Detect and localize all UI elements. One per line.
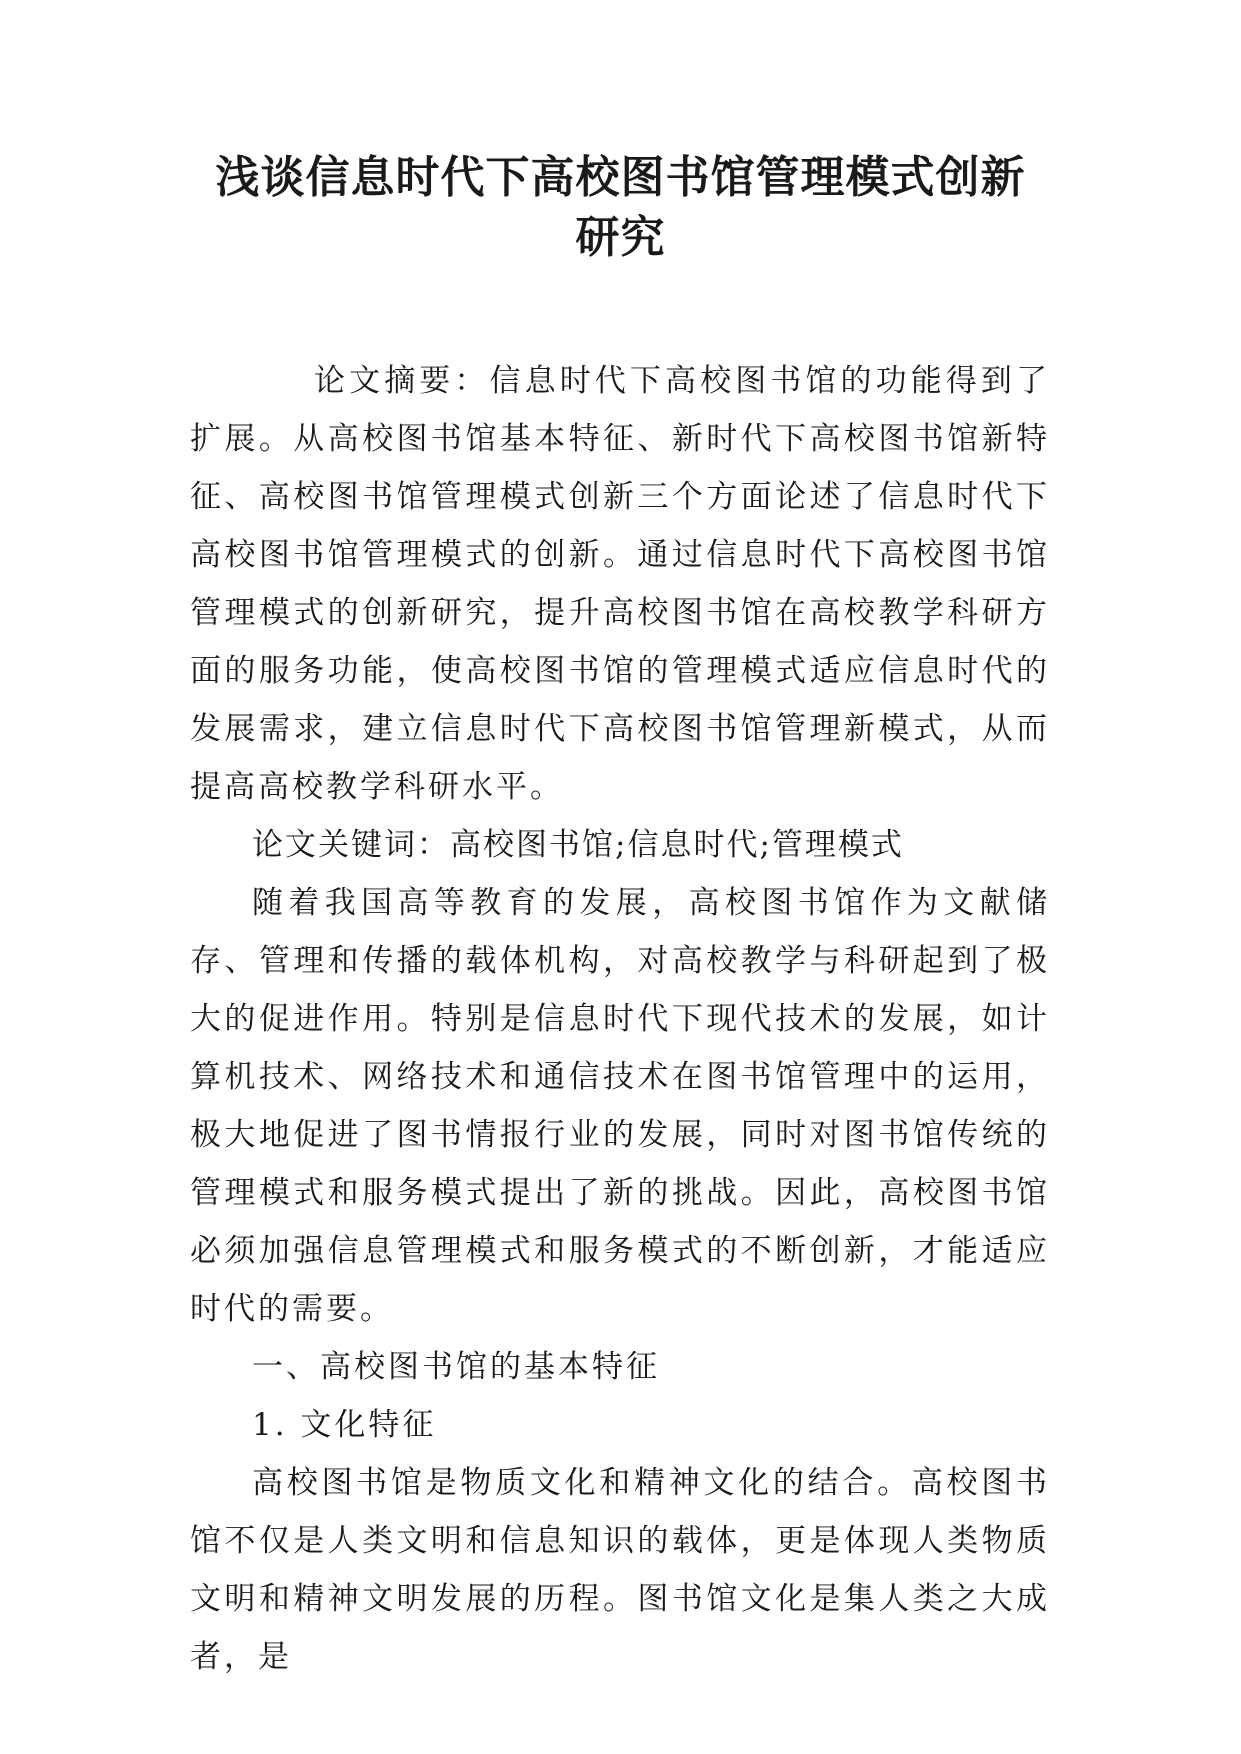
subsection-heading: 1. 文化特征 xyxy=(252,1407,437,1443)
document-body xyxy=(190,352,1050,1686)
keywords-paragraph: 论文关键词：高校图书馆;信息时代;管理模式 xyxy=(252,827,904,863)
document-title xyxy=(150,148,1091,268)
title-line-2: 研究 xyxy=(575,212,666,263)
intro-paragraph: 随着我国高等教育的发展，高校图书馆作为文献储存、管理和传播的载体机构，对高校教学与科研起到了极大的促进作用。特别是信息时代下现代技术的发展，如计算机技术、网络技术和通信技术在图书馆管理中的运用，极大地促进了图书情报行业的发展，同时对图书馆传统的管理模式和服务模式提出了新的挑战。因此，高校图书馆必须加强信息管理模式和服务模式的不断创新，才能适应时代的需要。 xyxy=(190,885,1050,1327)
title-line-1: 浅谈信息时代下高校图书馆管理模式创新 xyxy=(215,152,1026,203)
section-heading: 一、高校图书馆的基本特征 xyxy=(252,1349,660,1385)
abstract-paragraph: 论文摘要：信息时代下高校图书馆的功能得到了扩展。从高校图书馆基本特征、新时代下高校图书馆新特征、高校图书馆管理模式创新三个方面论述了信息时代下高校图书馆管理模式的创新。通过信息时代下高校图书馆管理模式的创新研究，提升高校图书馆在高校教学科研方面的服务功能，使高校图书馆的管理模式适应信息时代的发展需求，建立信息时代下高校图书馆管理新模式，从而提高高校教学科研水平。 xyxy=(190,363,1050,805)
body-paragraph: 高校图书馆是物质文化和精神文化的结合。高校图书馆不仅是人类文明和信息知识的载体，更是体现人类物质文明和精神文明发展的历程。图书馆文化是集人类之大成者，是 xyxy=(190,1465,1050,1675)
